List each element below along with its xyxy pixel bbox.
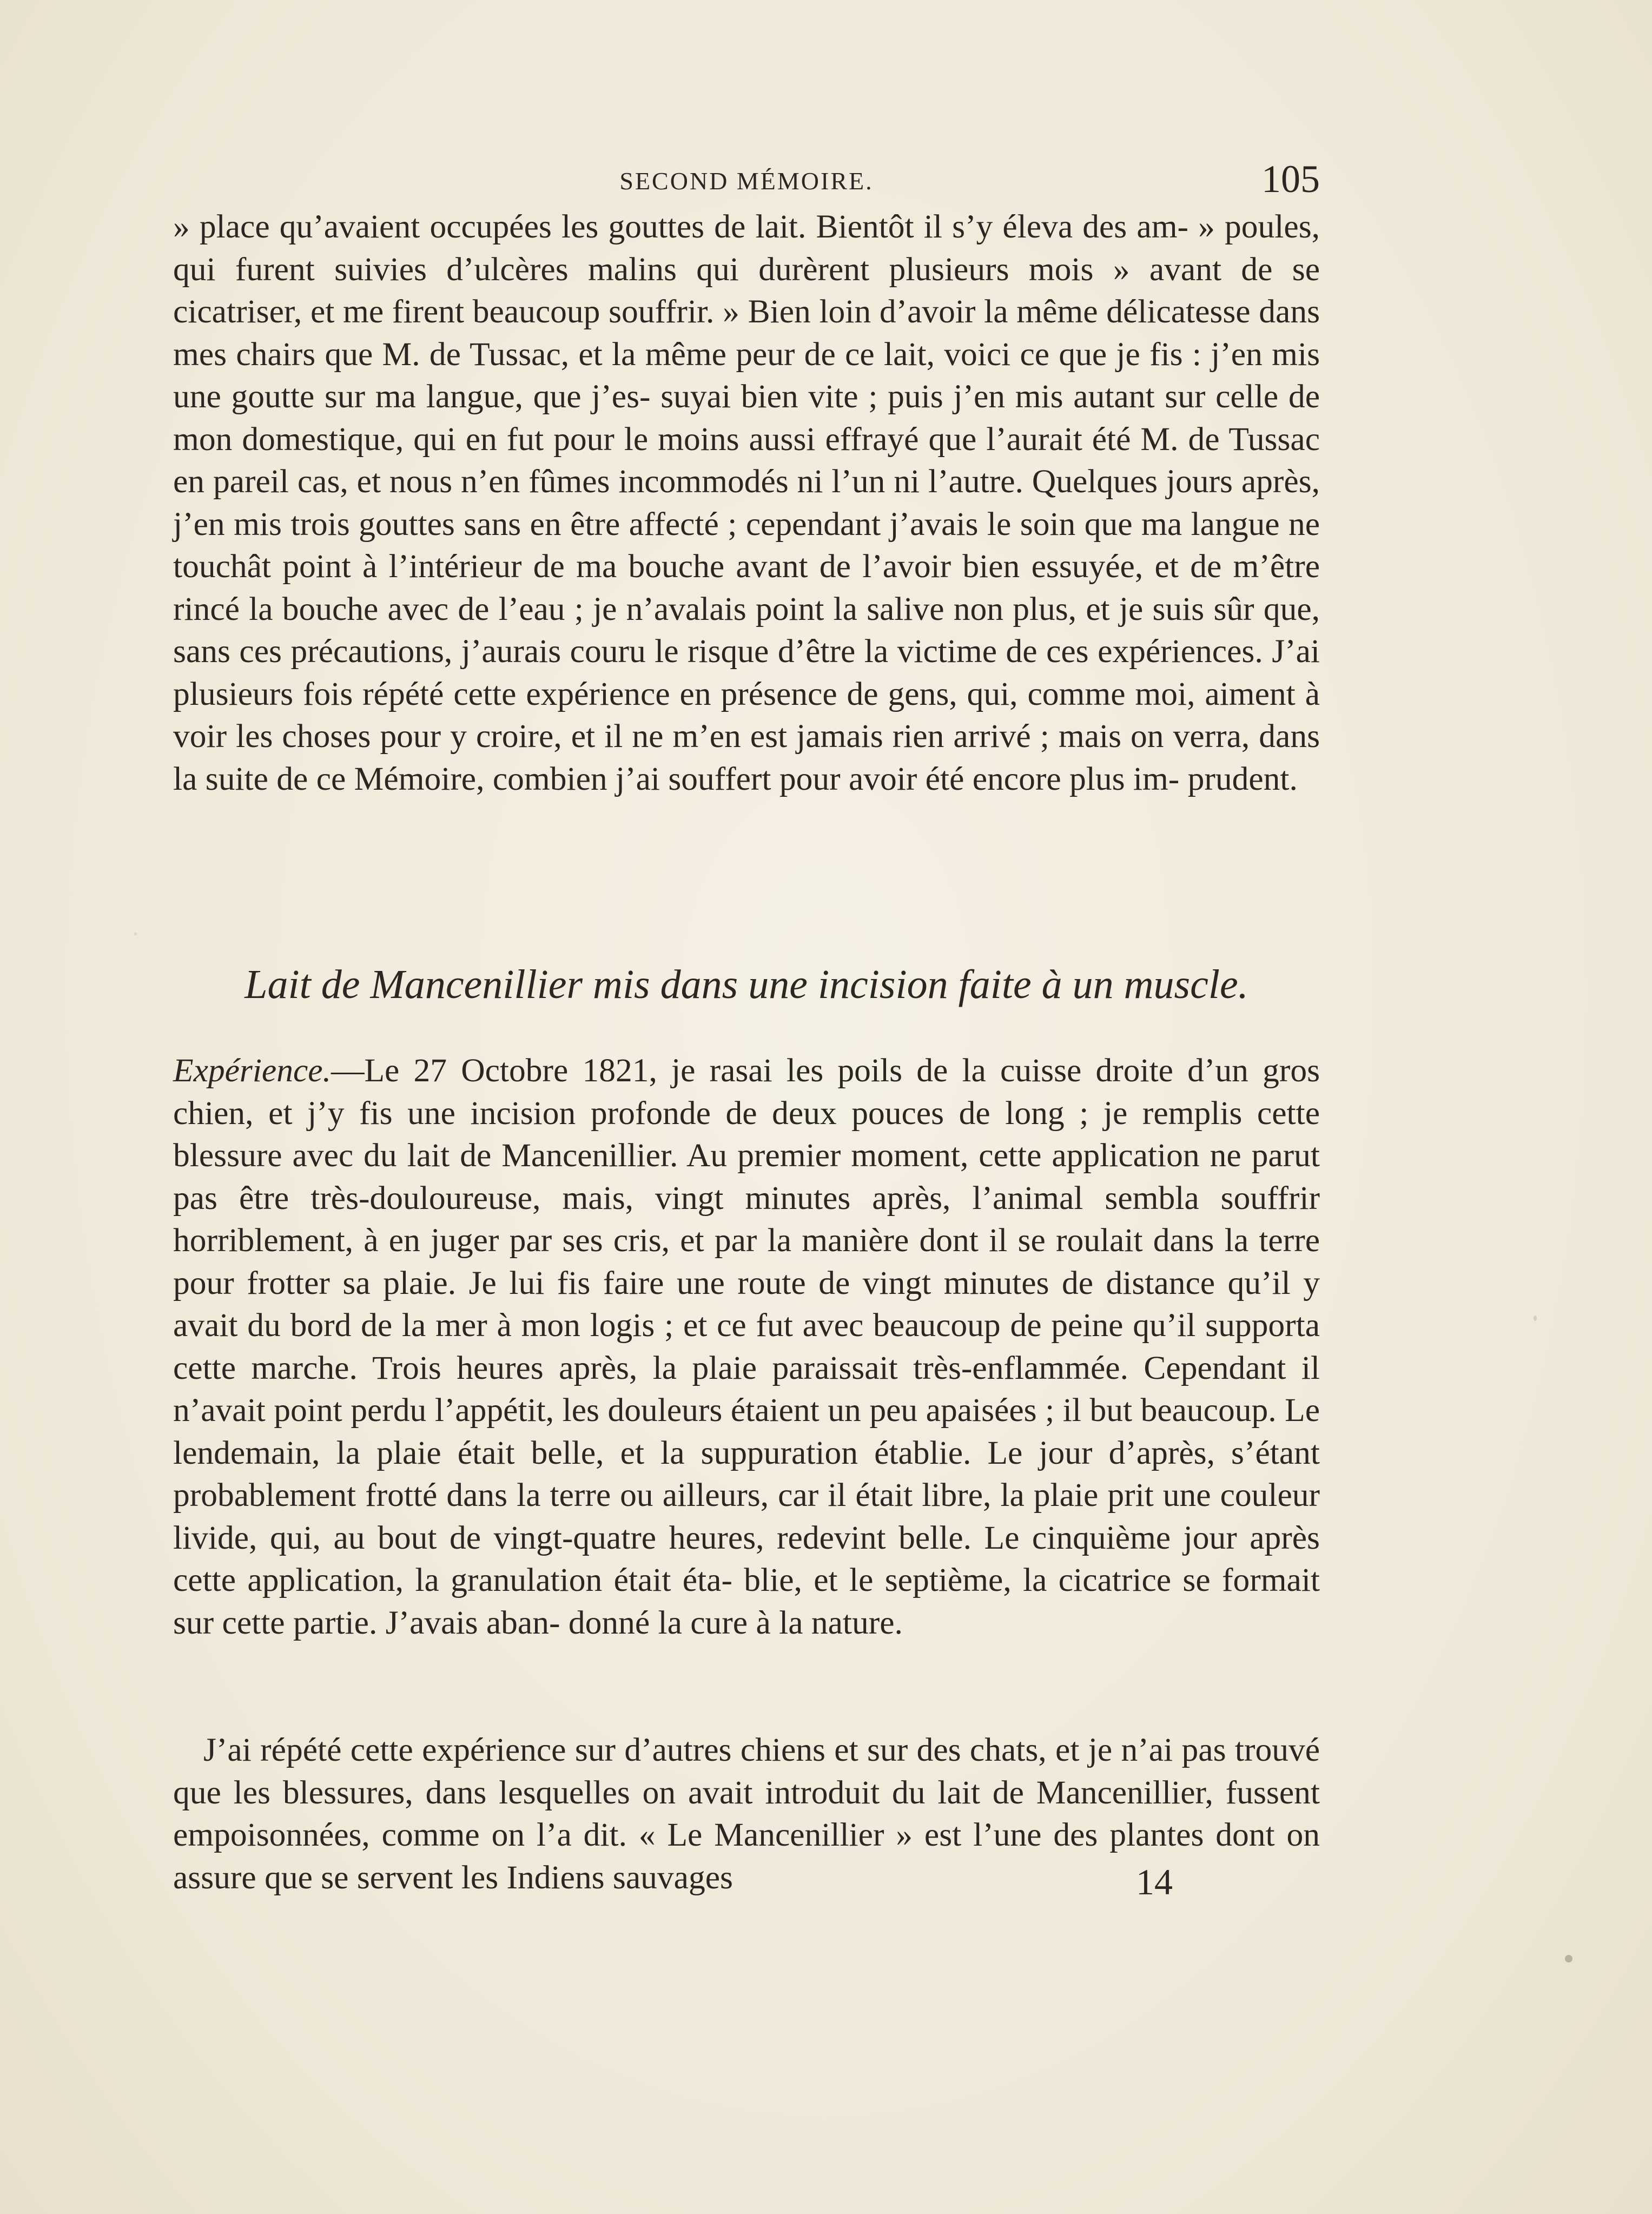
page-number: 105 <box>1261 157 1320 201</box>
paragraph-3: J’ai répété cette expérience sur d’autres chiens et sur des chats, et je n’ai pas trouvé que les blessures, dans lesquelles on avait introduit du lait de Mancenillier, fussent empoisonnées, comme on l’a dit. « Le Mancenillier » est l’une des plantes dont on assure que se servent les Indiens sauvages <box>173 1731 1320 1896</box>
ink-speck <box>1534 1316 1537 1321</box>
signature-mark: 14 <box>1136 1861 1173 1902</box>
paragraph-2-text: —Le 27 Octobre 1821, je rasai les poils de la cuisse droite d’un gros chien, et j’y fis une incision profonde de deux pouces de long ; je remplis cette blessure avec du lait de Mancenillier. Au premier moment, cette application ne parut pas être très-douloureuse, mais, vingt minutes après, l’animal sembla souffrir horriblement, à en juger par ses cris, et par la manière dont il se roulait dans la terre pour frotter sa plaie. Je lui fis faire une route de vingt minutes de distance qu’il y avait du bord de la mer à mon logis ; et ce fut avec beaucoup de peine qu’il supporta cette marche. Trois heures après, la plaie paraissait très-enflammée. Cependant il n’avait point perdu l’appétit, les douleurs étaient un peu apaisées ; il but beaucoup. Le lendemain, la plaie était belle, et la suppuration établie. Le jour d’après, s’étant probablement frotté dans la terre ou ailleurs, car il était libre, la plaie prit une couleur livide, qui, au bout de vingt-quatre heures, redevint belle. Le cinquième jour après cette application, la granulation était éta- blie, et le septième, la cicatrice se formait sur cette partie. J’avais aban- donné la cure à la nature. <box>173 1052 1320 1641</box>
main-text <box>173 206 1320 1899</box>
running-title: SECOND MÉMOIRE. <box>619 167 874 195</box>
section-title: Lait de Mancenillier mis dans une incision faite à un muscle. <box>245 962 1248 1007</box>
paragraph-2 <box>173 1049 1320 1729</box>
paragraph-1: » place qu’avaient occupées les gouttes de lait. Bientôt il s’y éleva des am- » poules, qui furent suivies d’ulcères malins qui durèrent plusieurs mois » avant de se cicatriser, et me firent beaucoup souffrir. » Bien loin d’avoir la même délicatesse dans mes chairs que M. de Tussac, et la même peur de ce lait, voici ce que je fis : j’en mis une goutte sur ma langue, que j’es- suyai bien vite ; puis j’en mis autant sur celle de mon domestique, qui en fut pour le moins aussi effrayé que l’aurait été M. de Tussac en pareil cas, et nous n’en fûmes incommodés ni l’un ni l’autre. Quelques jours après, j’en mis trois gouttes sans en être affecté ; cependant j’avais le soin que ma langue ne touchât point à l’intérieur de ma bouche avant de l’avoir bien essuyée, et de m’être rincé la bouche avec de l’eau ; je n’avalais point la salive non plus, et je suis sûr que, sans ces précautions, j’aurais couru le risque d’être la victime de ces expériences. J’ai plusieurs fois répété cette expérience en présence de gens, qui, comme moi, aiment à voir les choses pour y croire, et il ne m’en est jamais rien arrivé ; mais on verra, dans la suite de ce Mémoire, combien j’ai souffert pour avoir été encore plus im- prudent. <box>173 208 1320 797</box>
experiment-label: Expérience. <box>173 1052 331 1089</box>
ink-speck <box>1565 1955 1572 1962</box>
ink-speck <box>134 933 137 935</box>
running-head <box>173 157 1320 206</box>
